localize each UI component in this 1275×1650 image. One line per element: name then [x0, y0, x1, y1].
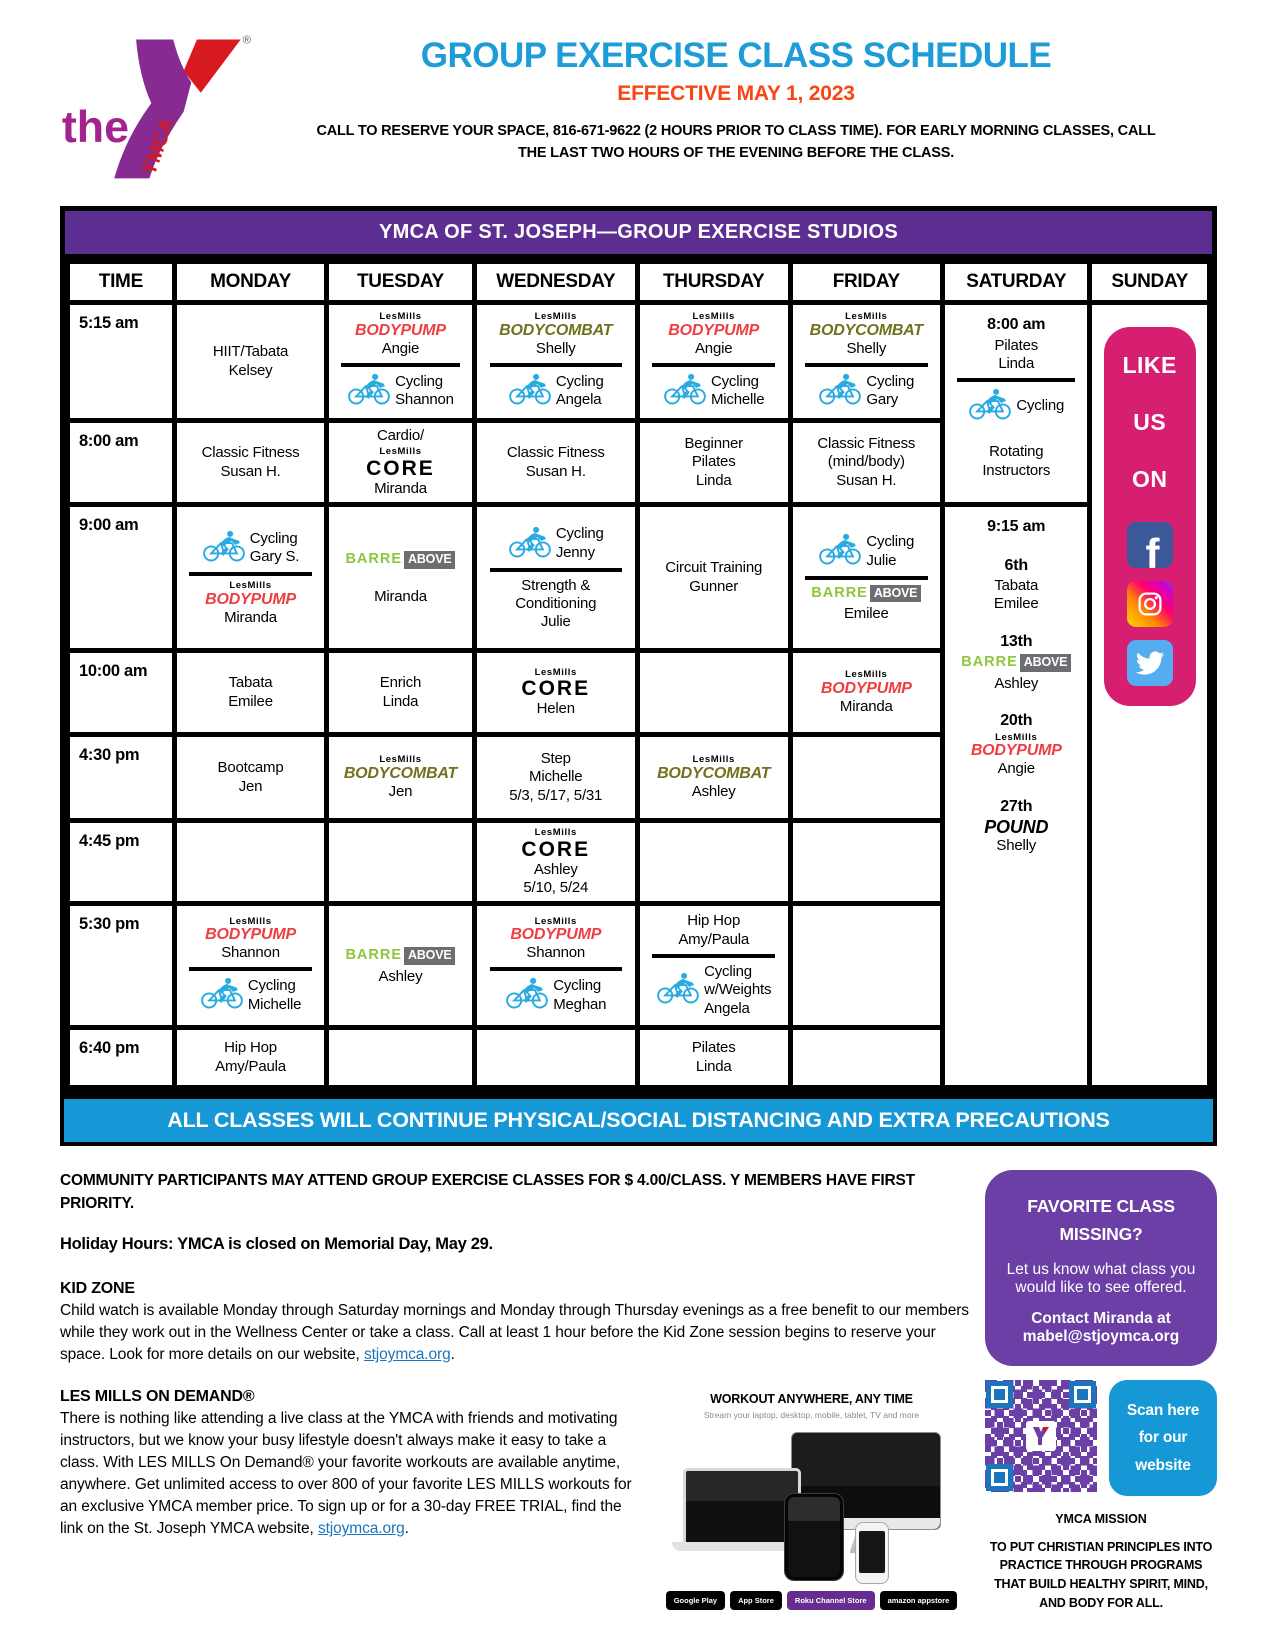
- googleplay-badge[interactable]: Google Play: [666, 1591, 725, 1610]
- class-text: Shannon: [526, 944, 586, 962]
- class-text: Miranda: [224, 608, 277, 626]
- ymca-logo-image: [60, 24, 255, 192]
- amazon-appstore-badge[interactable]: amazon appstore: [880, 1591, 958, 1610]
- cycling-icon: [202, 529, 246, 567]
- twitter-icon[interactable]: [1127, 640, 1173, 686]
- favorite-title-line2: MISSING?: [1059, 1224, 1143, 1245]
- schedule-cell: [637, 904, 790, 1028]
- favorite-title-line1: FAVORITE CLASS: [1027, 1196, 1175, 1217]
- phone-image: [855, 1522, 889, 1584]
- schedule-cell: [327, 421, 474, 505]
- cycling-class: Cycling Julie: [797, 532, 937, 570]
- barre-above-logo: BARRE ABOVE: [333, 551, 467, 569]
- table-banner: YMCA OF ST. JOSEPH—GROUP EXERCISE STUDIOS: [65, 211, 1212, 259]
- laptop-image: [683, 1468, 801, 1542]
- class-text: Miranda: [374, 587, 427, 605]
- schedule-cell: [790, 821, 943, 904]
- row-time-label: 8:00 am: [68, 421, 175, 505]
- time-label: 9:15 am: [987, 518, 1046, 536]
- lesmills-core-logo: LesMills CORE: [366, 446, 435, 480]
- schedule-cell: [474, 505, 637, 651]
- schedule-cell: [637, 821, 790, 904]
- promo-subtitle: Stream your laptop, desktop, mobile, tablet, TV and more: [703, 1410, 920, 1421]
- header: [60, 24, 1217, 192]
- schedule-cell: [637, 735, 790, 821]
- class-text: HIIT/Tabata Kelsey: [212, 343, 289, 379]
- time-label: 8:00 am: [987, 316, 1046, 333]
- class-text: Shelly: [846, 339, 887, 357]
- class-text: Hip Hop Amy/Paula: [215, 1039, 286, 1075]
- schedule-cell: [174, 821, 327, 904]
- schedule-cell: [474, 1028, 637, 1088]
- class-text: Angie: [997, 760, 1035, 778]
- lesmills-bodycombat-logo: LesMills BODYCOMBAT: [343, 754, 458, 782]
- like-us-word: LIKE: [1122, 352, 1177, 378]
- schedule-cell: [790, 651, 943, 735]
- scan-line3: website: [1135, 1456, 1191, 1474]
- class-text: Bootcamp Jen: [217, 759, 284, 795]
- cyclist-icon: [818, 372, 862, 405]
- cyclist-icon: [818, 532, 862, 565]
- row-time-label: 4:45 pm: [68, 821, 175, 904]
- divider: [957, 378, 1075, 382]
- like-us-box: [1104, 327, 1196, 706]
- qr-finder-icon: [986, 1464, 1013, 1491]
- lesmills-website-link[interactable]: stjoymca.org: [317, 1520, 405, 1538]
- schedule-cell: [474, 421, 637, 505]
- schedule-cell: [174, 735, 327, 821]
- divider: [805, 363, 928, 367]
- schedule-cell: [637, 303, 790, 421]
- class-text: Angie: [381, 339, 420, 357]
- cycling-icon: [508, 372, 552, 410]
- cycling-icon: [818, 372, 862, 410]
- class-text: Miranda: [374, 479, 427, 497]
- class-text: Tabata Emilee: [993, 577, 1039, 613]
- col-header-sunday: SUNDAY: [1090, 262, 1210, 303]
- scan-here-box: [1109, 1380, 1217, 1495]
- col-header-time: TIME: [68, 262, 175, 303]
- lesmills-bodypump-logo: LesMills BODYPUMP: [205, 915, 296, 944]
- appstore-badge[interactable]: App Store: [730, 1591, 782, 1610]
- favorite-class-contact: [999, 1310, 1203, 1347]
- cycling-icon: [505, 976, 549, 1014]
- class-text: Ashley: [378, 967, 423, 985]
- schedule-table: [65, 259, 1212, 1090]
- qr-finder-icon: [1069, 1381, 1096, 1408]
- schedule-cell: [327, 303, 474, 421]
- class-text: Classic Fitness Susan H.: [506, 444, 605, 480]
- schedule-cell: [327, 651, 474, 735]
- class-text: Shelly: [535, 339, 576, 357]
- schedule-cell: [474, 735, 637, 821]
- lesmills-title: LES MILLS ON DEMAND®: [60, 1388, 255, 1406]
- app-badges: [654, 1591, 969, 1610]
- col-header-friday: FRIDAY: [790, 262, 943, 303]
- lesmills-bodypump-logo: LesMills BODYPUMP: [510, 915, 602, 944]
- lesmills-text-col: [60, 1388, 648, 1610]
- favorite-class-title: [999, 1192, 1203, 1248]
- divider: [490, 568, 622, 572]
- svg-text:the: the: [61, 103, 129, 153]
- tablet-image: [785, 1494, 843, 1580]
- lesmills-core-logo: LesMills CORE: [521, 666, 591, 701]
- saturday-cell: [943, 505, 1090, 1088]
- cycling-class: Cycling Angela: [481, 372, 631, 410]
- class-text: Step Michelle 5/3, 5/17, 5/31: [509, 750, 603, 804]
- divider: [189, 967, 312, 971]
- class-text: Pilates Linda: [994, 336, 1039, 372]
- cyclist-icon: [508, 372, 552, 405]
- lesmills-bodypump-logo: LesMills BODYPUMP: [668, 311, 760, 339]
- cyclist-icon: [656, 971, 700, 1004]
- class-text: Hip Hop Amy/Paula: [678, 912, 750, 948]
- schedule-cell: [790, 904, 943, 1028]
- schedule-cell: [327, 505, 474, 651]
- bottom-section: [60, 1170, 1217, 1613]
- schedule-cell: [174, 303, 327, 421]
- schedule-cell: [174, 505, 327, 651]
- lesmills-bodypump-logo: LesMills BODYPUMP: [205, 580, 296, 608]
- schedule-cell: [174, 904, 327, 1028]
- twitter-bird-glyph: [1133, 646, 1167, 680]
- row-time-label: 10:00 am: [68, 651, 175, 735]
- schedule-cell: [637, 651, 790, 735]
- divider: [490, 967, 622, 971]
- cyclist-icon: [968, 387, 1012, 420]
- schedule-row: [68, 303, 1210, 421]
- class-text: Enrich Linda: [379, 674, 422, 710]
- qr-finder-icon: [986, 1381, 1013, 1408]
- time-label: 6th: [1004, 556, 1028, 574]
- divider: [189, 572, 312, 576]
- col-header-wednesday: WEDNESDAY: [474, 262, 637, 303]
- header-text: [255, 24, 1217, 165]
- schedule-cell: [174, 421, 327, 505]
- kidzone-period: .: [450, 1346, 455, 1364]
- facebook-icon[interactable]: [1127, 522, 1173, 568]
- schedule-cell: [790, 505, 943, 651]
- class-text: Ashley 5/10, 5/24: [523, 860, 589, 896]
- contact-line1: Contact Miranda at: [1031, 1309, 1171, 1327]
- class-text: Ashley: [691, 782, 736, 800]
- time-label: 27th: [1000, 797, 1033, 815]
- community-note: COMMUNITY PARTICIPANTS MAY ATTEND GROUP EXERCISE CLASSES FOR $ 4.00/CLASS. Y MEMBERS HAVE FIRST PRIORITY.: [60, 1172, 915, 1212]
- schedule-cell: [637, 1028, 790, 1088]
- lesmills-bodycombat-logo: LesMills BODYCOMBAT: [809, 311, 923, 339]
- sunday-cell: [1090, 303, 1210, 1088]
- class-text: Strength & Conditioning Julie: [515, 576, 597, 631]
- class-text: Pilates Linda: [691, 1039, 736, 1075]
- row-time-label: 9:00 am: [68, 505, 175, 651]
- schedule-row: [68, 505, 1210, 651]
- devices-image: [683, 1430, 941, 1582]
- schedule-cell: [174, 1028, 327, 1088]
- scan-line1: Scan here: [1126, 1402, 1200, 1420]
- schedule-cell: [790, 735, 943, 821]
- schedule-cell: [637, 505, 790, 651]
- schedule-table-wrap: [60, 206, 1217, 1095]
- schedule-cell: [327, 821, 474, 904]
- class-text: Beginner Pilates Linda: [684, 435, 743, 489]
- schedule-cell: [327, 735, 474, 821]
- lesmills-bodypump-logo: LesMills BODYPUMP: [970, 731, 1062, 760]
- cycling-class: Cycling Shannon: [333, 372, 467, 410]
- cycling-icon: [200, 976, 244, 1014]
- schedule-cell: [474, 303, 637, 421]
- class-text: Jen: [388, 782, 413, 800]
- qr-code: [985, 1380, 1097, 1492]
- instagram-camera-glyph: [1133, 587, 1167, 621]
- schedule-cell: [790, 303, 943, 421]
- divider: [652, 363, 775, 367]
- lesmills-period: .: [404, 1520, 409, 1538]
- cyclist-icon: [663, 372, 707, 405]
- lesmills-bodycombat-logo: LesMills BODYCOMBAT: [657, 754, 771, 782]
- qr-ymca-logo-icon: [1026, 1421, 1056, 1451]
- lesmills-bodypump-logo: LesMills BODYPUMP: [355, 311, 446, 339]
- row-time-label: 4:30 pm: [68, 735, 175, 821]
- kidzone-title: KID ZONE: [60, 1280, 135, 1298]
- cycling-icon: [818, 532, 862, 570]
- right-column: [985, 1170, 1217, 1613]
- promo-title: WORKOUT ANYWHERE, ANY TIME: [710, 1392, 913, 1407]
- class-text: Shelly: [996, 837, 1037, 855]
- cyclist-icon: [202, 529, 246, 562]
- kidzone-website-link[interactable]: stjoymca.org: [363, 1346, 451, 1364]
- cyclist-icon: [505, 976, 549, 1009]
- cyclist-icon: [508, 525, 552, 558]
- lesmills-on-demand-promo: [654, 1388, 969, 1610]
- notes-column: [60, 1170, 969, 1613]
- cycling-icon: [347, 372, 391, 410]
- col-header-tuesday: TUESDAY: [327, 262, 474, 303]
- lesmills-bodycombat-logo: LesMills BODYCOMBAT: [499, 311, 613, 339]
- cycling-class: Cycling Michelle: [644, 372, 784, 410]
- schedule-cell: [637, 421, 790, 505]
- ymca-logo: [60, 24, 255, 192]
- class-text: Ashley: [994, 674, 1039, 692]
- lesmills-bodypump-logo: LesMills BODYPUMP: [820, 669, 912, 697]
- divider: [805, 576, 928, 580]
- col-header-thursday: THURSDAY: [637, 262, 790, 303]
- cycling-class: Cycling Meghan: [481, 976, 631, 1014]
- divider: [652, 954, 775, 958]
- class-text: Classic Fitness Susan H.: [201, 444, 300, 480]
- class-text: Helen: [536, 700, 575, 718]
- time-label: 20th: [1000, 712, 1033, 730]
- call-info: CALL TO RESERVE YOUR SPACE, 816-671-9622 (2 HOURS PRIOR TO CLASS TIME). FOR EARLY MORNING CLASSES, CALL THE LAST TWO HOURS OF THE EVENING BEFORE THE CLASS.: [316, 123, 1156, 162]
- distancing-banner: ALL CLASSES WILL CONTINUE PHYSICAL/SOCIAL DISTANCING AND EXTRA PRECAUTIONS: [60, 1095, 1217, 1146]
- class-text: Angie: [695, 339, 733, 357]
- class-text: Shannon: [221, 944, 280, 962]
- cycling-class: Cycling w/Weights Angela: [644, 963, 784, 1018]
- cyclist-icon: [200, 976, 244, 1009]
- lesmills-core-logo: LesMills CORE: [521, 827, 591, 861]
- cycling-class: Cycling Gary S.: [181, 529, 321, 567]
- schedule-cell: [174, 651, 327, 735]
- class-text: Rotating Instructors: [982, 443, 1051, 479]
- lesmills-body-text: There is nothing like attending a live class at the YMCA with friends and motivating instructors, but we know your busy lifestyle doesn't always make it easy to take a class. With LES MILLS On Demand® your favorite workouts are available anytime, anywhere. Get unlimited access to over 800 of your favorite LES MILLS workouts for an exclusive YMCA member price. To sign up or for a 30-day FREE TRIAL, find the link on the St. Joseph YMCA website,: [60, 1410, 632, 1538]
- cycling-icon: [508, 525, 552, 563]
- time-label: 13th: [1000, 632, 1033, 650]
- svg-text:®: ®: [242, 34, 252, 47]
- row-time-label: 5:15 am: [68, 303, 175, 421]
- class-text: Circuit Training Gunner: [665, 559, 763, 595]
- social-icons: [1127, 522, 1173, 686]
- facebook-f-glyph: f: [1145, 529, 1160, 569]
- barre-above-logo: BARRE ABOVE: [797, 585, 937, 603]
- qr-row: [985, 1380, 1217, 1495]
- like-us-word: US: [1133, 409, 1167, 436]
- schedule-cell: [790, 1028, 943, 1088]
- barre-above-logo: BARRE ABOVE: [333, 947, 467, 965]
- effective-date: EFFECTIVE MAY 1, 2023: [617, 82, 855, 105]
- lesmills-row: [60, 1388, 969, 1610]
- schedule-cell: [327, 1028, 474, 1088]
- cyclist-icon: [347, 372, 391, 405]
- divider: [490, 363, 622, 367]
- page-title: GROUP EXERCISE CLASS SCHEDULE: [420, 36, 1052, 75]
- class-text: Cardio/: [376, 427, 424, 444]
- mission-title: YMCA MISSION: [1055, 1511, 1147, 1526]
- schedule-cell: [474, 904, 637, 1028]
- schedule-cell: [474, 821, 637, 904]
- class-text: Classic Fitness (mind/body) Susan H.: [817, 435, 916, 489]
- mission-text: TO PUT CHRISTIAN PRINCIPLES INTO PRACTICE THROUGH PROGRAMS THAT BUILD HEALTHY SPIRIT, MIND, AND BODY FOR ALL.: [989, 1539, 1213, 1610]
- cycling-class: Cycling Michelle: [181, 976, 321, 1014]
- kidzone-body-text: Child watch is available Monday through Saturday mornings and Monday through Thursday evenings as a free benefit to our members while they work out in the Wellness Center or take a class. Call at least 1 hour before the Kid Zone session begins to reserve your space. Look for more details on our website,: [60, 1302, 969, 1364]
- scan-line2: for our: [1138, 1429, 1188, 1447]
- cycling-class: Cycling Jenny: [481, 525, 631, 563]
- barre-above-logo: BARRE ABOVE: [949, 654, 1083, 672]
- class-text: Tabata Emilee: [228, 674, 273, 710]
- svg-text:YMCA: YMCA: [138, 115, 179, 179]
- saturday-cell: [943, 303, 1090, 505]
- lesmills-pound-logo: POUND: [984, 817, 1049, 838]
- kidzone-text: [60, 1300, 969, 1366]
- roku-badge[interactable]: Roku Channel Store: [787, 1591, 875, 1610]
- col-header-monday: MONDAY: [174, 262, 327, 303]
- contact-email: mabel@stjoymca.org: [1022, 1328, 1180, 1346]
- class-text: Emilee: [843, 605, 889, 623]
- class-text: Miranda: [839, 697, 893, 715]
- favorite-class-body: Let us know what class you would like to see offered.: [1006, 1261, 1196, 1297]
- like-us-word: ON: [1131, 466, 1168, 493]
- cycling-class: Cycling: [949, 387, 1083, 425]
- instagram-icon[interactable]: [1127, 581, 1173, 627]
- cycling-icon: [663, 372, 707, 410]
- day-header-row: [68, 262, 1210, 303]
- cycling-icon: [656, 971, 700, 1009]
- col-header-saturday: SATURDAY: [943, 262, 1090, 303]
- favorite-class-box: [985, 1170, 1217, 1366]
- holiday-note: Holiday Hours: YMCA is closed on Memorial Day, May 29.: [60, 1235, 493, 1254]
- cycling-class: Cycling Gary: [797, 372, 937, 410]
- schedule-cell: [790, 421, 943, 505]
- row-time-label: 5:30 pm: [68, 904, 175, 1028]
- lesmills-text: [60, 1408, 648, 1540]
- schedule-cell: [474, 651, 637, 735]
- divider: [341, 363, 459, 367]
- cycling-icon: [968, 387, 1012, 425]
- schedule-cell: [327, 904, 474, 1028]
- row-time-label: 6:40 pm: [68, 1028, 175, 1088]
